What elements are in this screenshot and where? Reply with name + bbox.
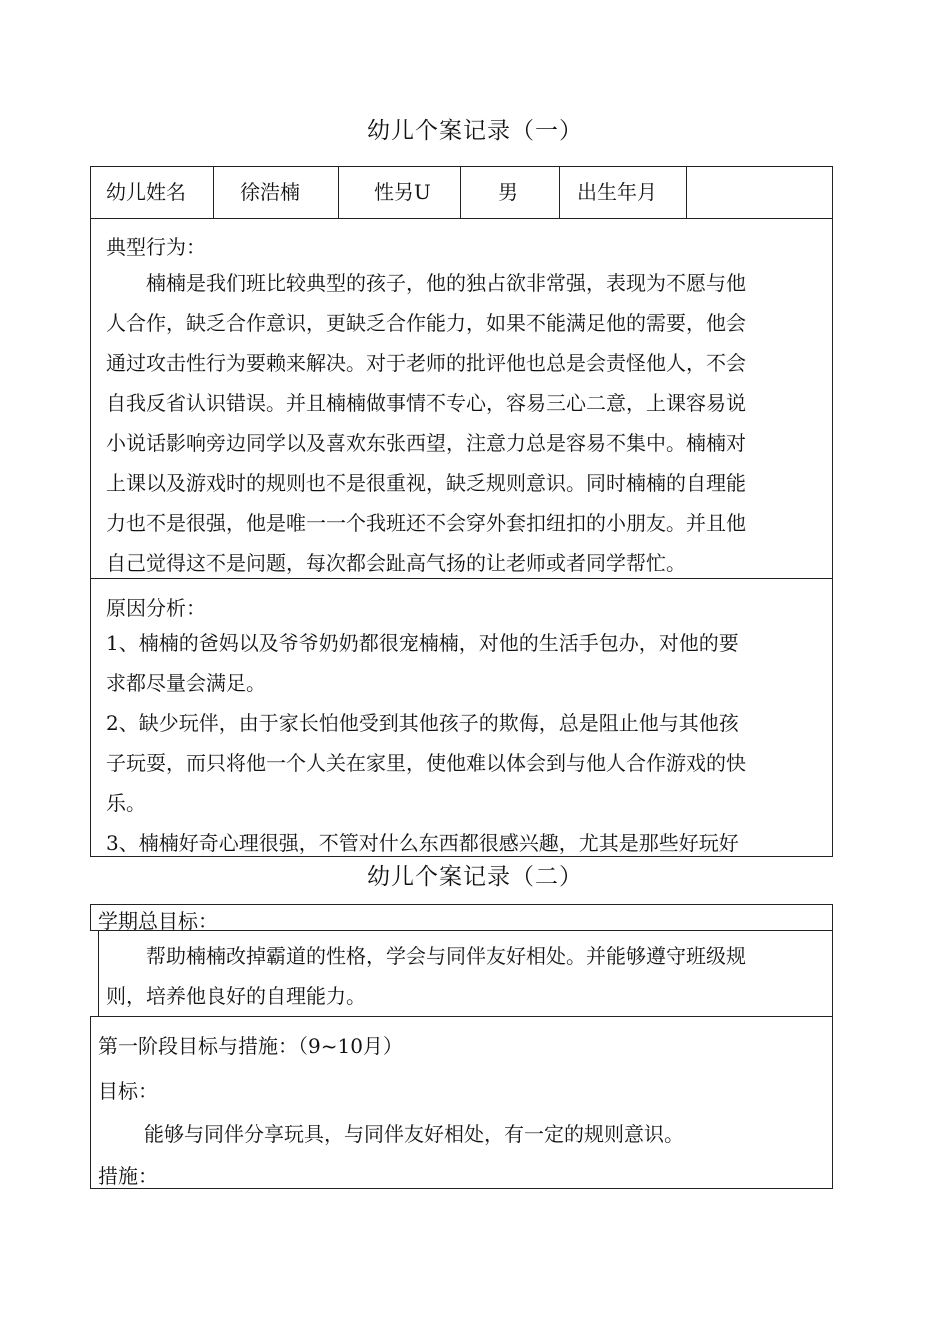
behavior-text	[106, 263, 826, 583]
name-label: 幼儿姓名	[106, 180, 186, 204]
semester-goal-line: 帮助楠楠改掉霸道的性格，学会与同伴友好相处。并能够遵守班级规	[146, 944, 746, 968]
stage1-goal-label: 目标：	[98, 1079, 158, 1103]
cell-divider	[686, 166, 687, 218]
behavior-line: 人合作，缺乏合作意识，更缺乏合作能力，如果不能满足他的需要，他会	[106, 311, 746, 335]
stage1-goal-text: 能够与同伴分享玩具，与同伴友好相处，有一定的规则意识。	[144, 1122, 684, 1146]
stage1-label: 第一阶段目标与措施：（9~10月）	[98, 1034, 403, 1058]
behavior-line: 自我反省认识错误。并且楠楠做事情不专心，容易三心二意，上课容易说	[106, 391, 746, 415]
behavior-line: 小说话影响旁边同学以及喜欢东张西望，注意力总是容易不集中。楠楠对	[106, 431, 746, 455]
analysis-label: 原因分析：	[106, 596, 206, 620]
analysis-line: 乐。	[106, 791, 146, 815]
analysis-line: 2、缺少玩伴，由于家长怕他受到其他孩子的欺侮，总是阻止他与其他孩	[106, 711, 739, 735]
behavior-line: 上课以及游戏时的规则也不是很重视，缺乏规则意识。同时楠楠的自理能	[106, 471, 746, 495]
birth-label: 出生年月	[577, 180, 657, 204]
info-row-divider	[90, 218, 833, 219]
semester-goal-text	[106, 936, 824, 1016]
record2-title: 幼儿个案记录（二）	[367, 864, 583, 890]
record1-title: 幼儿个案记录（一）	[367, 118, 583, 144]
analysis-line: 3、楠楠好奇心理很强，不管对什么东西都很感兴趣，尤其是那些好玩好	[106, 831, 739, 855]
semester-goal-label: 学期总目标：	[98, 909, 218, 933]
behavior-line: 力也不是很强，他是唯一一个我班还不会穿外套扣纽扣的小朋友。并且他	[106, 511, 746, 535]
behavior-line: 楠楠是我们班比较典型的孩子，他的独占欲非常强，表现为不愿与他	[146, 271, 746, 295]
cell-divider	[338, 166, 339, 218]
name-value: 徐浩楠	[240, 180, 300, 204]
analysis-line: 求都尽量会满足。	[106, 671, 266, 695]
analysis-text	[106, 623, 826, 855]
cell-divider	[213, 166, 214, 218]
analysis-line: 子玩耍，而只将他一个人关在家里，使他难以体会到与他人合作游戏的快	[106, 751, 746, 775]
semester-goal-line: 则，培养他良好的自理能力。	[106, 984, 366, 1008]
cell-divider	[460, 166, 461, 218]
gender-value: 男	[498, 180, 518, 204]
behavior-line: 通过攻击性行为要赖来解决。对于老师的批评他也总是会责怪他人，不会	[106, 351, 746, 375]
gender-label: 性另U	[374, 180, 431, 204]
cell-divider	[559, 166, 560, 218]
behavior-label: 典型行为：	[106, 235, 206, 259]
analysis-line: 1、楠楠的爸妈以及爷爷奶奶都很宠楠楠，对他的生活手包办，对他的要	[106, 631, 739, 655]
stage1-measure-label: 措施：	[98, 1164, 158, 1188]
behavior-line: 自己觉得这不是问题，每次都会趾高气扬的让老师或者同学帮忙。	[106, 551, 686, 575]
